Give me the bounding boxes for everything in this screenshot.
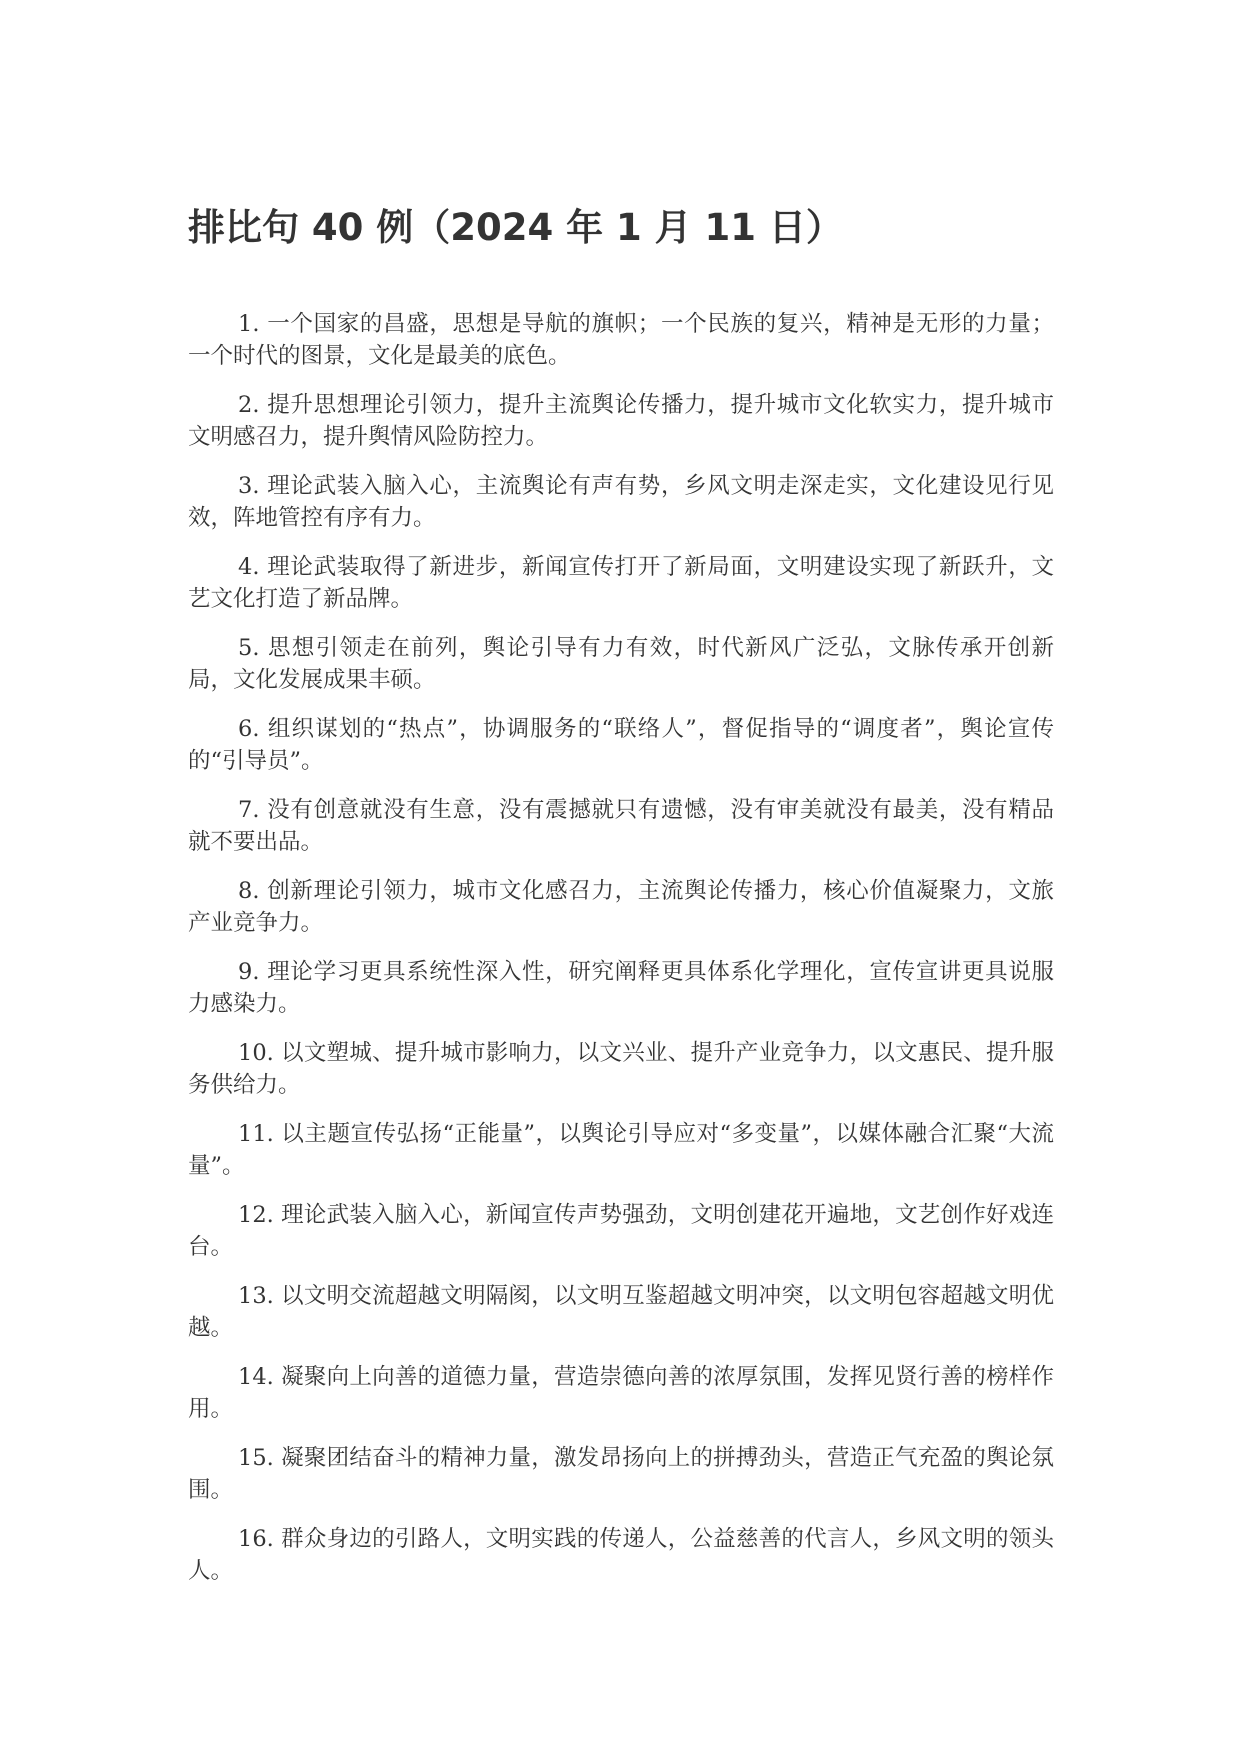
paragraph-2: 2. 提升思想理论引领力，提升主流舆论传播力，提升城市文化软实力，提升城市文明感召力，提升舆情风险防控力。 [188,392,1054,450]
paragraph-11: 11. 以主题宣传弘扬“正能量”，以舆论引导应对“多变量”，以媒体融合汇聚“大流量”。 [188,1121,1054,1179]
paragraph-8: 8. 创新理论引领力，城市文化感召力，主流舆论传播力，核心价值凝聚力，文旅产业竞争力。 [188,878,1054,936]
paragraph-5: 5. 思想引领走在前列，舆论引导有力有效，时代新风广泛弘，文脉传承开创新局，文化发展成果丰硕。 [188,635,1054,693]
paragraph-4: 4. 理论武装取得了新进步，新闻宣传打开了新局面，文明建设实现了新跃升，文艺文化打造了新品牌。 [188,554,1054,612]
document-body [188,308,1054,1604]
paragraph-14: 14. 凝聚向上向善的道德力量，营造崇德向善的浓厚氛围，发挥见贤行善的榜样作用。 [188,1364,1054,1422]
paragraph-6: 6. 组织谋划的“热点”，协调服务的“联络人”，督促指导的“调度者”，舆论宣传的“引导员”。 [188,716,1054,774]
paragraph-1: 1. 一个国家的昌盛，思想是导航的旗帜；一个民族的复兴，精神是无形的力量；一个时代的图景，文化是最美的底色。 [188,311,1054,369]
paragraph-10: 10. 以文塑城、提升城市影响力，以文兴业、提升产业竞争力，以文惠民、提升服务供给力。 [188,1040,1054,1098]
paragraph-7: 7. 没有创意就没有生意，没有震撼就只有遗憾，没有审美就没有最美，没有精品就不要出品。 [188,797,1054,855]
paragraph-13: 13. 以文明交流超越文明隔阂，以文明互鉴超越文明冲突，以文明包容超越文明优越。 [188,1283,1054,1341]
paragraph-12: 12. 理论武装入脑入心，新闻宣传声势强劲，文明创建花开遍地，文艺创作好戏连台。 [188,1202,1054,1260]
paragraph-3: 3. 理论武装入脑入心，主流舆论有声有势，乡风文明走深走实，文化建设见行见效，阵地管控有序有力。 [188,473,1054,531]
document-title: 排比句 40 例（2024 年 1 月 11 日） [188,206,843,249]
paragraph-16: 16. 群众身边的引路人，文明实践的传递人，公益慈善的代言人，乡风文明的领头人。 [188,1526,1054,1584]
paragraph-15: 15. 凝聚团结奋斗的精神力量，激发昂扬向上的拼搏劲头，营造正气充盈的舆论氛围。 [188,1445,1054,1503]
paragraph-9: 9. 理论学习更具系统性深入性，研究阐释更具体系化学理化，宣传宣讲更具说服力感染力。 [188,959,1054,1017]
